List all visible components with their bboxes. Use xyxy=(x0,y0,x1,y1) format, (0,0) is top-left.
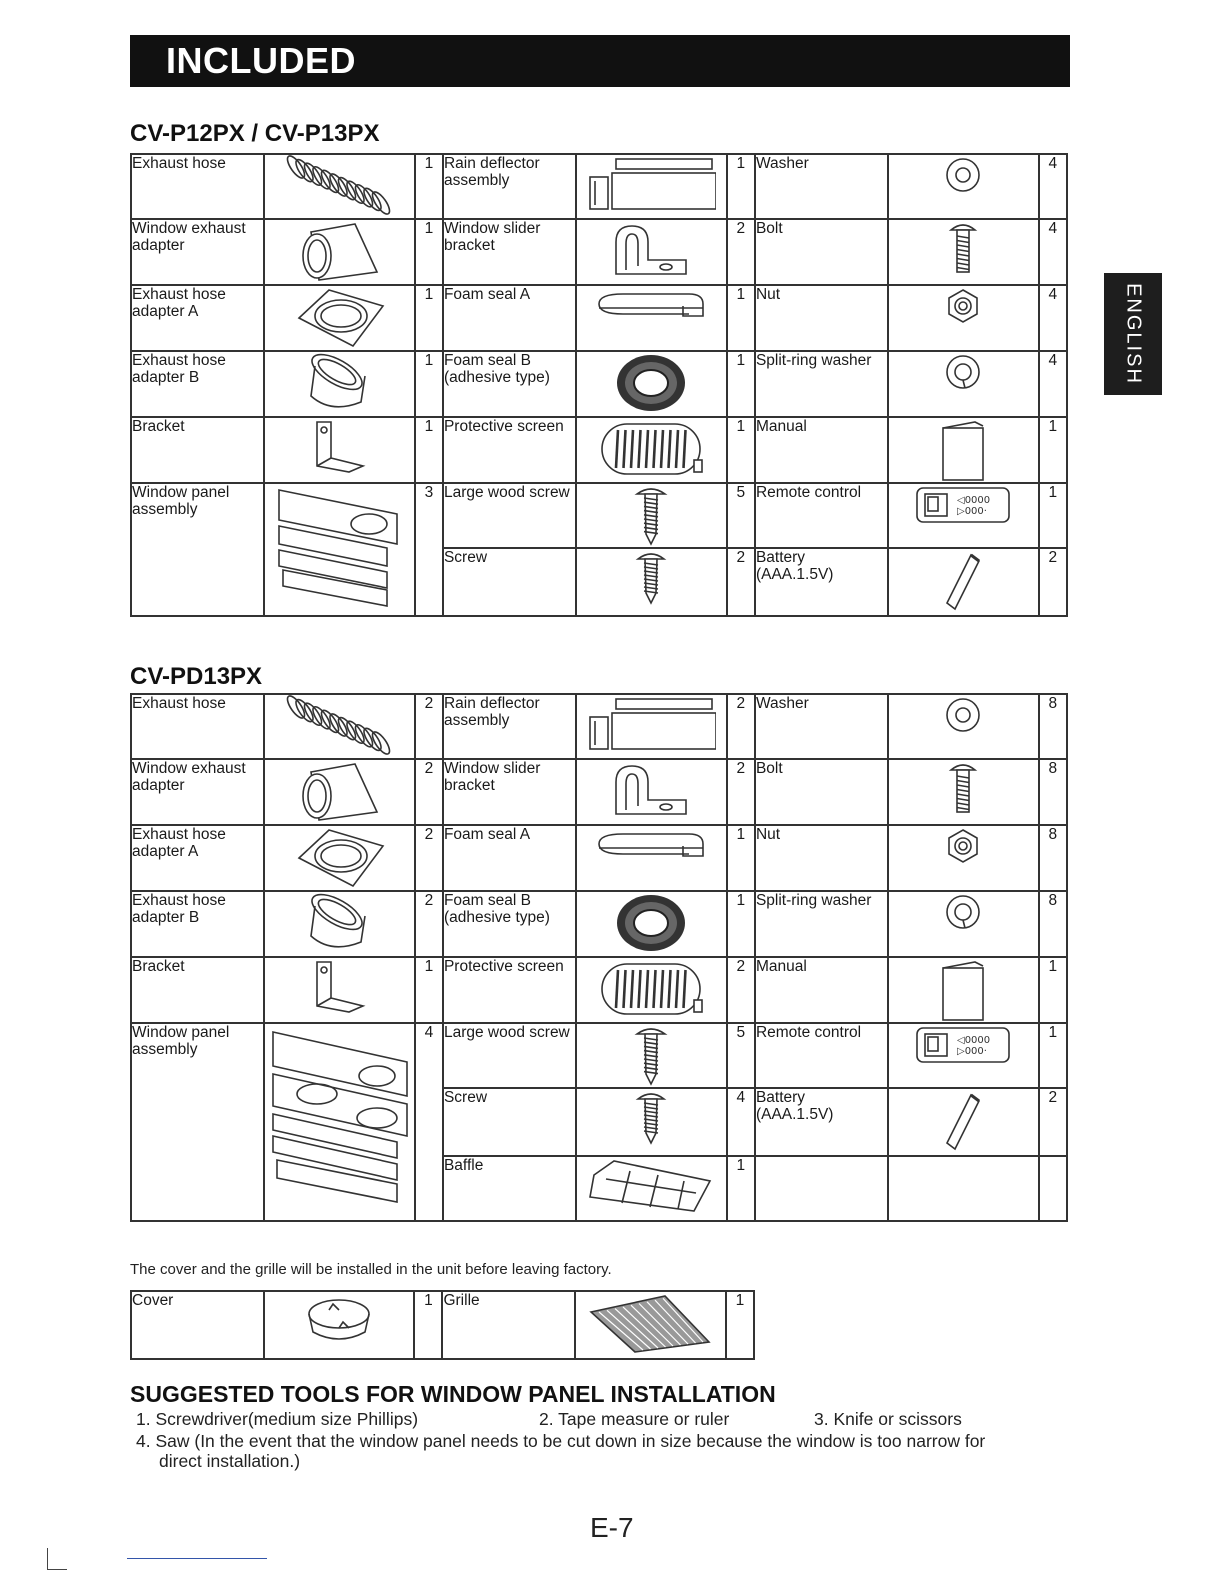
part-quantity xyxy=(1039,891,1067,957)
part-quantity xyxy=(727,285,755,351)
part-name-window-slider-bracket xyxy=(443,219,576,285)
quantity-value: 2 xyxy=(424,695,434,712)
quantity-value: 1 xyxy=(1048,484,1058,501)
washer-icon xyxy=(889,155,1038,195)
protective-screen-icon xyxy=(577,418,726,480)
part-picture xyxy=(888,154,1039,219)
part-quantity xyxy=(727,1088,755,1156)
part-label: Window slider bracket xyxy=(443,220,541,254)
quantity-value: 1 xyxy=(736,826,746,843)
part-name-foam-seal-a xyxy=(443,825,576,891)
part-name-exhaust-hose xyxy=(131,694,264,759)
quantity-value: 4 xyxy=(1048,352,1058,369)
part-quantity xyxy=(727,957,755,1023)
quantity-value: 1 xyxy=(424,958,434,975)
split-ring-washer-icon xyxy=(889,352,1038,392)
table-row xyxy=(131,891,1067,957)
svg-text:◁0000: ◁0000 xyxy=(957,1035,991,1046)
part-name-large-wood-screw xyxy=(443,483,576,548)
part-quantity xyxy=(727,694,755,759)
quantity-value: 1 xyxy=(424,155,434,172)
part-name-washer xyxy=(755,154,888,219)
part-label: Washer xyxy=(755,695,809,712)
part-label: Exhaust hose xyxy=(132,695,226,712)
part-name-exhaust-hose-adapter-a xyxy=(131,825,264,891)
part-picture xyxy=(888,548,1039,616)
part-quantity xyxy=(415,417,443,483)
table-row xyxy=(131,285,1067,351)
quantity-value: 2 xyxy=(424,826,434,843)
part-quantity xyxy=(415,694,443,759)
part-name-remote-control xyxy=(755,1023,888,1088)
part-picture xyxy=(264,483,415,616)
part-name-screw xyxy=(443,548,576,616)
foam-seal-a-icon xyxy=(577,826,726,866)
part-name-battery-aaa-1-5v xyxy=(755,1088,888,1156)
table-row xyxy=(131,417,1067,483)
part-name-manual xyxy=(755,417,888,483)
part-label: Screw xyxy=(443,1089,488,1106)
part-label: Large wood screw xyxy=(443,1024,570,1041)
quantity-value: 2 xyxy=(736,695,746,712)
quantity-value: 4 xyxy=(1048,155,1058,172)
part-picture xyxy=(264,1023,415,1221)
large-wood-screw-icon xyxy=(577,1024,726,1086)
part-name-foam-seal-b-adhesive-type xyxy=(443,891,576,957)
part-label: Nut xyxy=(755,286,781,303)
part-picture xyxy=(264,694,415,759)
part-label: Bolt xyxy=(755,760,783,777)
part-name-nut xyxy=(755,825,888,891)
grille-icon xyxy=(576,1292,725,1354)
part-label: Split-ring washer xyxy=(755,892,872,909)
quantity-value: 2 xyxy=(736,549,746,566)
parts-table-model2 xyxy=(130,693,1068,1222)
part-quantity xyxy=(415,219,443,285)
part-name-rain-deflector-assembly xyxy=(443,694,576,759)
table-row xyxy=(131,154,1067,219)
factory-installed-table xyxy=(130,1290,755,1360)
svg-text:▷000·: ▷000· xyxy=(957,1046,988,1057)
part-label: Manual xyxy=(755,958,807,975)
part-quantity xyxy=(727,1156,755,1221)
quantity-value: 1 xyxy=(736,352,746,369)
part-picture xyxy=(576,957,727,1023)
part-quantity xyxy=(1039,285,1067,351)
part-quantity xyxy=(727,548,755,616)
hose-icon xyxy=(265,695,414,755)
part-name-screw xyxy=(443,1088,576,1156)
part-name-exhaust-hose-adapter-b xyxy=(131,351,264,417)
part-name-nut xyxy=(755,285,888,351)
part-name-battery-aaa-1-5v xyxy=(755,548,888,616)
part-label: Baffle xyxy=(443,1157,484,1174)
part-label: Remote control xyxy=(755,484,862,501)
quantity-value: 4 xyxy=(736,1089,746,1106)
part-label: Bracket xyxy=(132,418,185,435)
crop-mark xyxy=(47,1548,48,1570)
part-quantity xyxy=(727,1023,755,1088)
tool-item-1: 1. Screwdriver(medium size Phillips) xyxy=(136,1409,419,1429)
part-label: Remote control xyxy=(755,1024,862,1041)
hose-icon xyxy=(265,155,414,215)
part-picture xyxy=(264,825,415,891)
part-label: Rain deflector assembly xyxy=(443,155,540,189)
part-picture xyxy=(888,825,1039,891)
remote-control-icon xyxy=(889,484,1038,526)
part-label: Window panel assembly xyxy=(132,484,230,518)
part-quantity xyxy=(415,891,443,957)
part-quantity xyxy=(415,154,443,219)
language-tab-label: ENGLISH xyxy=(1122,283,1145,385)
foam-seal-b-icon xyxy=(577,892,726,954)
part-quantity xyxy=(415,285,443,351)
part-label: Grille xyxy=(443,1292,480,1309)
part-quantity xyxy=(1039,351,1067,417)
quantity-value: 1 xyxy=(424,418,434,435)
part-quantity xyxy=(415,759,443,825)
cover-icon xyxy=(265,1292,414,1348)
table-row xyxy=(131,483,1067,548)
quantity-value: 1 xyxy=(736,418,746,435)
part-picture xyxy=(888,483,1039,548)
part-picture xyxy=(264,1291,415,1359)
part-picture xyxy=(576,825,727,891)
part-picture xyxy=(888,1088,1039,1156)
part-label: Battery (AAA.1.5V) xyxy=(755,549,834,583)
part-quantity xyxy=(415,957,443,1023)
quantity-value: 8 xyxy=(1048,826,1058,843)
part-label: Bracket xyxy=(132,958,185,975)
part-picture xyxy=(576,219,727,285)
part-name-window-exhaust-adapter xyxy=(131,219,264,285)
part-picture xyxy=(575,1291,726,1359)
quantity-value: 2 xyxy=(1048,1089,1058,1106)
tool-item-4: 4. Saw (In the event that the window panel needs to be cut down in size because the window is too narrow for xyxy=(136,1431,986,1451)
part-picture xyxy=(576,759,727,825)
battery-icon xyxy=(889,549,1038,615)
part-picture xyxy=(264,219,415,285)
part-name-foam-seal-b-adhesive-type xyxy=(443,351,576,417)
quantity-value: 1 xyxy=(1048,1024,1058,1041)
part-label: Cover xyxy=(132,1292,174,1309)
factory-note: The cover and the grille will be installed in the unit before leaving factory. xyxy=(130,1261,612,1278)
table-row xyxy=(131,219,1067,285)
part-label: Protective screen xyxy=(443,418,564,435)
part-picture xyxy=(264,759,415,825)
part-quantity xyxy=(415,351,443,417)
part-label: Manual xyxy=(755,418,807,435)
part-quantity xyxy=(1039,957,1067,1023)
section-title-bar xyxy=(130,35,1070,87)
part-quantity xyxy=(414,1291,442,1359)
foam-seal-b-icon xyxy=(577,352,726,414)
quantity-value: 2 xyxy=(424,892,434,909)
hose-adapter-a-icon xyxy=(265,286,414,350)
quantity-value: 1 xyxy=(424,220,434,237)
part-name-bracket xyxy=(131,957,264,1023)
part-label: Exhaust hose adapter B xyxy=(132,892,226,926)
footer-rule xyxy=(127,1558,267,1559)
bracket-icon xyxy=(265,418,414,474)
part-label: Nut xyxy=(755,826,781,843)
nut-icon xyxy=(889,286,1038,326)
hose-adapter-b-icon xyxy=(265,352,414,416)
bolt-icon xyxy=(889,760,1038,814)
part-name-manual xyxy=(755,957,888,1023)
quantity-value: 1 xyxy=(736,286,746,303)
part-quantity xyxy=(1039,417,1067,483)
part-picture xyxy=(264,957,415,1023)
table-row xyxy=(131,1023,1067,1088)
remote-control-icon xyxy=(889,1024,1038,1066)
part-name-large-wood-screw xyxy=(443,1023,576,1088)
part-picture xyxy=(264,417,415,483)
part-picture xyxy=(576,417,727,483)
washer-icon xyxy=(889,695,1038,735)
manual-icon xyxy=(889,958,1038,1022)
part-picture xyxy=(576,548,727,616)
quantity-value: 2 xyxy=(736,220,746,237)
table-row xyxy=(131,825,1067,891)
part-label: Window panel assembly xyxy=(132,1024,230,1058)
part-label: Washer xyxy=(755,155,809,172)
part-name-exhaust-hose-adapter-b xyxy=(131,891,264,957)
part-name-bolt xyxy=(755,759,888,825)
part-name-window-panel-assembly xyxy=(131,483,264,616)
part-name-baffle xyxy=(443,1156,576,1221)
part-label: Foam seal A xyxy=(443,826,531,843)
part-picture xyxy=(888,957,1039,1023)
part-name-window-panel-assembly xyxy=(131,1023,264,1221)
part-picture xyxy=(264,154,415,219)
part-label: Foam seal A xyxy=(443,286,531,303)
part-picture xyxy=(264,891,415,957)
window-exhaust-adapter-icon xyxy=(265,220,414,284)
quantity-value: 1 xyxy=(735,1292,745,1309)
window-panel-icon xyxy=(265,1024,414,1214)
part-label: Bolt xyxy=(755,220,783,237)
quantity-value: 1 xyxy=(1048,418,1058,435)
quantity-value: 1 xyxy=(424,1292,433,1309)
part-name-grille xyxy=(442,1291,575,1359)
section-title: INCLUDED xyxy=(166,40,356,81)
part-picture xyxy=(888,1023,1039,1088)
table-row xyxy=(131,759,1067,825)
part-quantity xyxy=(727,219,755,285)
part-picture xyxy=(888,417,1039,483)
part-picture xyxy=(576,285,727,351)
part-picture xyxy=(888,285,1039,351)
part-label: Foam seal B (adhesive type) xyxy=(443,352,550,386)
part-picture xyxy=(888,1156,1039,1221)
part-quantity xyxy=(1039,219,1067,285)
part-name-washer xyxy=(755,694,888,759)
part-quantity xyxy=(727,154,755,219)
part-picture xyxy=(264,285,415,351)
screw-icon xyxy=(577,1089,726,1145)
part-picture xyxy=(576,1088,727,1156)
quantity-value: 4 xyxy=(1048,220,1058,237)
table-row xyxy=(131,351,1067,417)
part-quantity xyxy=(727,825,755,891)
part-quantity xyxy=(1039,1156,1067,1221)
part-quantity xyxy=(1039,1088,1067,1156)
part-name-exhaust-hose-adapter-a xyxy=(131,285,264,351)
quantity-value: 8 xyxy=(1048,695,1058,712)
part-quantity xyxy=(727,891,755,957)
part-label: Protective screen xyxy=(443,958,564,975)
part-name-foam-seal-a xyxy=(443,285,576,351)
part-name-exhaust-hose xyxy=(131,154,264,219)
quantity-value: 2 xyxy=(1048,549,1058,566)
tool-item-3: 3. Knife or scissors xyxy=(814,1409,962,1429)
large-wood-screw-icon xyxy=(577,484,726,546)
baffle-icon xyxy=(577,1157,726,1215)
part-picture xyxy=(888,694,1039,759)
quantity-value: 2 xyxy=(736,958,746,975)
part-quantity xyxy=(415,1023,443,1221)
quantity-value: 8 xyxy=(1048,760,1058,777)
quantity-value: 2 xyxy=(424,760,434,777)
part-picture xyxy=(576,1156,727,1221)
screw-icon xyxy=(577,549,726,605)
quantity-value: 5 xyxy=(736,1024,746,1041)
part-name-window-exhaust-adapter xyxy=(131,759,264,825)
tool-item-2: 2. Tape measure or ruler xyxy=(539,1409,730,1429)
foam-seal-a-icon xyxy=(577,286,726,326)
window-exhaust-adapter-icon xyxy=(265,760,414,824)
part-label: Window exhaust adapter xyxy=(132,760,246,794)
quantity-value: 3 xyxy=(424,484,434,501)
part-quantity xyxy=(726,1291,754,1359)
quantity-value: 1 xyxy=(736,155,746,172)
part-picture xyxy=(576,1023,727,1088)
part-name-protective-screen xyxy=(443,417,576,483)
manual-icon xyxy=(889,418,1038,482)
quantity-value: 1 xyxy=(736,1157,746,1174)
part-quantity xyxy=(1039,694,1067,759)
hose-adapter-b-icon xyxy=(265,892,414,956)
rain-deflector-icon xyxy=(577,695,726,753)
part-picture xyxy=(888,219,1039,285)
table-row xyxy=(131,694,1067,759)
parts-table-model1 xyxy=(130,153,1068,617)
part-label: Screw xyxy=(443,549,488,566)
part-picture xyxy=(888,759,1039,825)
quantity-value: 5 xyxy=(736,484,746,501)
quantity-value: 1 xyxy=(424,352,434,369)
part-name-bracket xyxy=(131,417,264,483)
part-name-window-slider-bracket xyxy=(443,759,576,825)
part-quantity xyxy=(727,759,755,825)
part-quantity xyxy=(727,351,755,417)
svg-text:▷000·: ▷000· xyxy=(957,506,988,517)
nut-icon xyxy=(889,826,1038,866)
part-quantity xyxy=(1039,825,1067,891)
part-picture xyxy=(888,891,1039,957)
part-label: Battery (AAA.1.5V) xyxy=(755,1089,834,1123)
bracket-icon xyxy=(265,958,414,1014)
part-quantity xyxy=(1039,154,1067,219)
part-label: Foam seal B (adhesive type) xyxy=(443,892,550,926)
protective-screen-icon xyxy=(577,958,726,1020)
part-name-split-ring-washer xyxy=(755,891,888,957)
table-row xyxy=(131,957,1067,1023)
part-quantity xyxy=(415,825,443,891)
part-name-split-ring-washer xyxy=(755,351,888,417)
part-name-empty xyxy=(755,1156,888,1221)
svg-text:◁0000: ◁0000 xyxy=(957,495,991,506)
part-name-bolt xyxy=(755,219,888,285)
part-quantity xyxy=(1039,548,1067,616)
part-quantity xyxy=(1039,759,1067,825)
part-label: Exhaust hose adapter A xyxy=(132,286,226,320)
part-picture xyxy=(888,351,1039,417)
crop-mark-h xyxy=(47,1569,67,1570)
part-label: Rain deflector assembly xyxy=(443,695,540,729)
part-label: Window exhaust adapter xyxy=(132,220,246,254)
quantity-value: 1 xyxy=(736,892,746,909)
slider-bracket-icon xyxy=(577,220,726,280)
slider-bracket-icon xyxy=(577,760,726,820)
part-quantity xyxy=(727,483,755,548)
part-quantity xyxy=(415,483,443,616)
split-ring-washer-icon xyxy=(889,892,1038,932)
part-picture xyxy=(576,154,727,219)
quantity-value: 1 xyxy=(1048,958,1058,975)
window-panel-icon xyxy=(265,484,414,610)
part-quantity xyxy=(1039,483,1067,548)
part-name-remote-control xyxy=(755,483,888,548)
model-title-2: CV-PD13PX xyxy=(130,663,263,690)
part-quantity xyxy=(1039,1023,1067,1088)
quantity-value: 2 xyxy=(736,760,746,777)
part-name-protective-screen xyxy=(443,957,576,1023)
quantity-value: 4 xyxy=(1048,286,1058,303)
part-name-cover xyxy=(131,1291,264,1359)
quantity-value: 1 xyxy=(424,286,434,303)
part-picture xyxy=(576,891,727,957)
hose-adapter-a-icon xyxy=(265,826,414,890)
language-tab xyxy=(1104,273,1162,395)
quantity-value: 4 xyxy=(424,1024,434,1041)
part-picture xyxy=(576,483,727,548)
part-label: Exhaust hose adapter B xyxy=(132,352,226,386)
tools-title: SUGGESTED TOOLS FOR WINDOW PANEL INSTALLATION xyxy=(130,1381,776,1407)
battery-icon xyxy=(889,1089,1038,1155)
part-label: Split-ring washer xyxy=(755,352,872,369)
rain-deflector-icon xyxy=(577,155,726,213)
part-quantity xyxy=(727,417,755,483)
part-label: Window slider bracket xyxy=(443,760,541,794)
part-name-rain-deflector-assembly xyxy=(443,154,576,219)
table-row xyxy=(131,1291,754,1359)
part-picture xyxy=(576,351,727,417)
part-label: Exhaust hose xyxy=(132,155,226,172)
part-picture xyxy=(264,351,415,417)
part-label: Exhaust hose adapter A xyxy=(132,826,226,860)
model-title-1: CV-P12PX / CV-P13PX xyxy=(130,120,380,147)
page-number: E-7 xyxy=(590,1512,634,1543)
bolt-icon xyxy=(889,220,1038,274)
quantity-value: 8 xyxy=(1048,892,1058,909)
part-picture xyxy=(576,694,727,759)
part-label: Large wood screw xyxy=(443,484,570,501)
tool-item-4-cont: direct installation.) xyxy=(159,1451,301,1471)
